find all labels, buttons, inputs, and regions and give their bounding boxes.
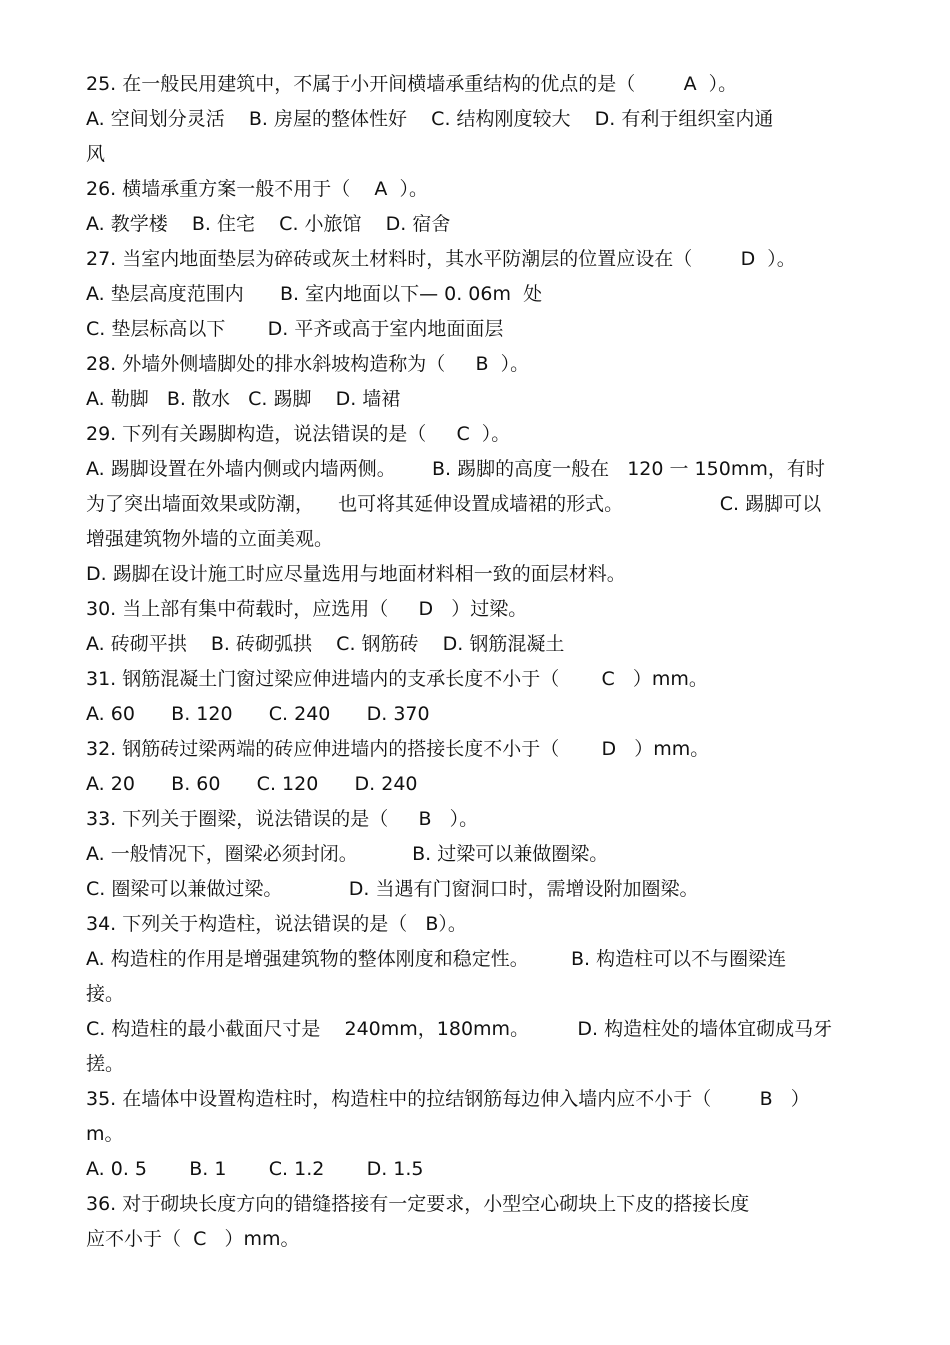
text-line: A. 教学楼 B. 住宅 C. 小旅馆 D. 宿舍 <box>86 213 451 235</box>
text-line: 27. 当室内地面垫层为碎砖或灰土材料时，其水平防潮层的位置应设在（ D ）。 <box>86 248 796 270</box>
text-line: A. 垫层高度范围内 B. 室内地面以下— 0. 06m 处 <box>86 283 543 305</box>
text-line: 28. 外墙外侧墙脚处的排水斜坡构造称为（ B ）。 <box>86 353 530 375</box>
text-line: A. 0. 5 B. 1 C. 1.2 D. 1.5 <box>86 1158 424 1180</box>
text-line: C. 圈梁可以兼做过梁。 D. 当遇有门窗洞口时，需增设附加圈梁。 <box>86 878 699 900</box>
text-line: C. 垫层标高以下 D. 平齐或高于室内地面面层 <box>86 318 504 340</box>
text-line: 32. 钢筋砖过梁两端的砖应伸进墙内的搭接长度不小于（ D ）mm。 <box>86 738 710 760</box>
text-line: A. 勒脚 B. 散水 C. 踢脚 D. 墙裙 <box>86 388 401 410</box>
text-line: 29. 下列有关踢脚构造，说法错误的是（ C ）。 <box>86 423 511 445</box>
question-page <box>86 67 871 1257</box>
text-line: 搓。 <box>86 1053 125 1075</box>
text-line: 应不小于（ C ）mm。 <box>86 1228 300 1250</box>
text-line: 34. 下列关于构造柱，说法错误的是（ B）。 <box>86 913 467 935</box>
text-line: A. 空间划分灵活 B. 房屋的整体性好 C. 结构刚度较大 D. 有利于组织室内通 <box>86 108 774 130</box>
text-line: 为了突出墙面效果或防潮， 也可将其延伸设置成墙裙的形式。 C. 踢脚可以 <box>86 493 822 515</box>
text-line: m。 <box>86 1123 124 1145</box>
text-line: D. 踢脚在设计施工时应尽量选用与地面材料相一致的面层材料。 <box>86 563 626 585</box>
text-line: 增强建筑物外墙的立面美观。 <box>86 528 334 550</box>
text-line: 36. 对于砌块长度方向的错缝搭接有一定要求，小型空心砌块上下皮的搭接长度 <box>86 1193 750 1215</box>
text-line: 31. 钢筋混凝土门窗过梁应伸进墙内的支承长度不小于（ C ）mm。 <box>86 668 708 690</box>
text-line: A. 一般情况下，圈梁必须封闭。 B. 过梁可以兼做圈梁。 <box>86 843 609 865</box>
text-line: A. 20 B. 60 C. 120 D. 240 <box>86 773 418 795</box>
text-line: 25. 在一般民用建筑中，不属于小开间横墙承重结构的优点的是（ A ）。 <box>86 73 738 95</box>
text-line: A. 60 B. 120 C. 240 D. 370 <box>86 703 430 725</box>
text-line: 30. 当上部有集中荷载时，应选用（ D ）过梁。 <box>86 598 528 620</box>
text-line: 接。 <box>86 983 125 1005</box>
text-line: A. 踢脚设置在外墙内侧或内墙两侧。 B. 踢脚的高度一般在 120 一 150mm，有时 <box>86 458 825 480</box>
text-line: 35. 在墙体中设置构造柱时，构造柱中的拉结钢筋每边伸入墙内应不小于（ B ） <box>86 1088 810 1110</box>
text-line: 33. 下列关于圈梁，说法错误的是（ B ）。 <box>86 808 479 830</box>
text-line: 风 <box>86 143 106 165</box>
text-line: 26. 横墙承重方案一般不用于（ A ）。 <box>86 178 428 200</box>
text-line: C. 构造柱的最小截面尺寸是 240mm，180mm。 D. 构造柱处的墙体宜砌成马牙 <box>86 1018 833 1040</box>
text-line: A. 构造柱的作用是增强建筑物的整体刚度和稳定性。 B. 构造柱可以不与圈梁连 <box>86 948 787 970</box>
text-line: A. 砖砌平拱 B. 砖砌弧拱 C. 钢筋砖 D. 钢筋混凝土 <box>86 633 565 655</box>
